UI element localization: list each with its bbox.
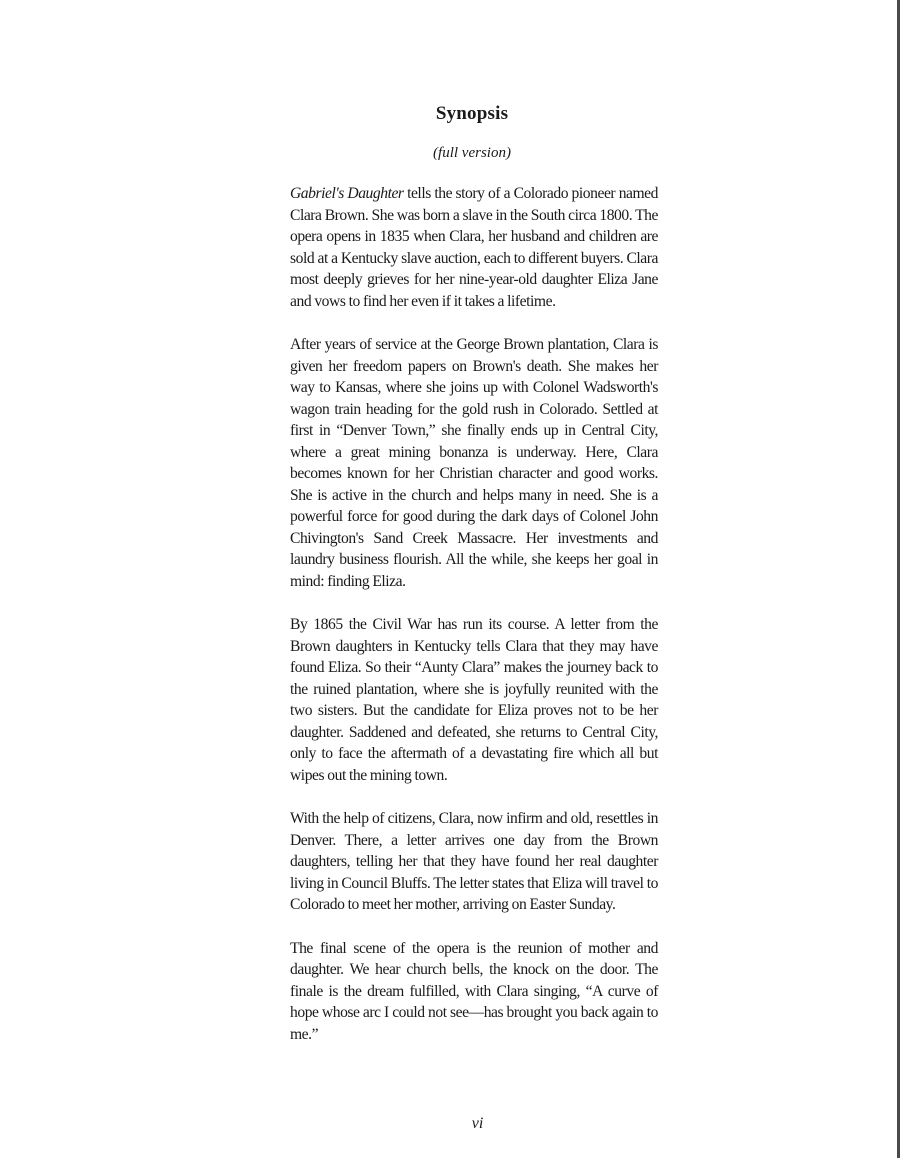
paragraph-2: After years of service at the George Brown plantation, Clara is given her freedom papers on Brown's death. She makes her way to Kansas, where she joins up with Colonel Wadsworth's wagon train heading for the gold rush in Colorado. Settled at first in “Denver Town,” she finally ends up in Central City, where a great mining bonanza is underway. Here, Clara becomes known for her Christian character and good works. She is active in the church and helps many in need. She is a powerful force for good during the dark days of Colonel John Chivington's Sand Creek Massacre. Her investments and laundry business flourish. All the while, she keeps her goal in mind: finding Eliza.	[290, 336, 658, 590]
opera-title-italic: Gabriel's Daughter	[290, 185, 404, 202]
page-title: Synopsis	[435, 103, 509, 124]
paragraph-4: With the help of citizens, Clara, now infirm and old, resettles in Denver. There, a letter arrives one day from the Brown daughters, telling her that they have found her real daughter living in Council Bluffs. The letter states that Eliza will travel to Colorado to meet her mother, arriving on Easter Sunday.	[290, 810, 658, 913]
subtitle: (full version)	[433, 145, 511, 161]
paragraph-1	[290, 183, 658, 312]
paragraph-1-text: tells the story of a Colorado pioneer named Clara Brown. She was born a slave in the South circa 1800. The opera opens in 1835 when Clara, her husband and children are sold at a Kentucky slave auction, each to different buyers. Clara most deeply grieves for her nine-year-old daughter Eliza Jane and vows to find her even if it takes a lifetime.	[290, 185, 659, 310]
synopsis-body	[290, 183, 658, 1067]
paragraph-5: The final scene of the opera is the reunion of mother and daughter. We hear church bells, the knock on the door. The finale is the dream fulfilled, with Clara singing, “A curve of hope whose arc I could not see—has brought you back again to me.”	[290, 939, 658, 1043]
page-number: vi	[471, 1115, 484, 1132]
paragraph-3: By 1865 the Civil War has run its course. A letter from the Brown daughters in Kentucky tells Clara that they may have found Eliza. So their “Aunty Clara” makes the journey back to the ruined plantation, where she is joyfully reunited with the two sisters. But the candidate for Eliza proves not to be her daughter. Saddened and defeated, she returns to Central City, only to face the aftermath of a devastating fire which all but wipes out the mining town.	[290, 616, 658, 784]
